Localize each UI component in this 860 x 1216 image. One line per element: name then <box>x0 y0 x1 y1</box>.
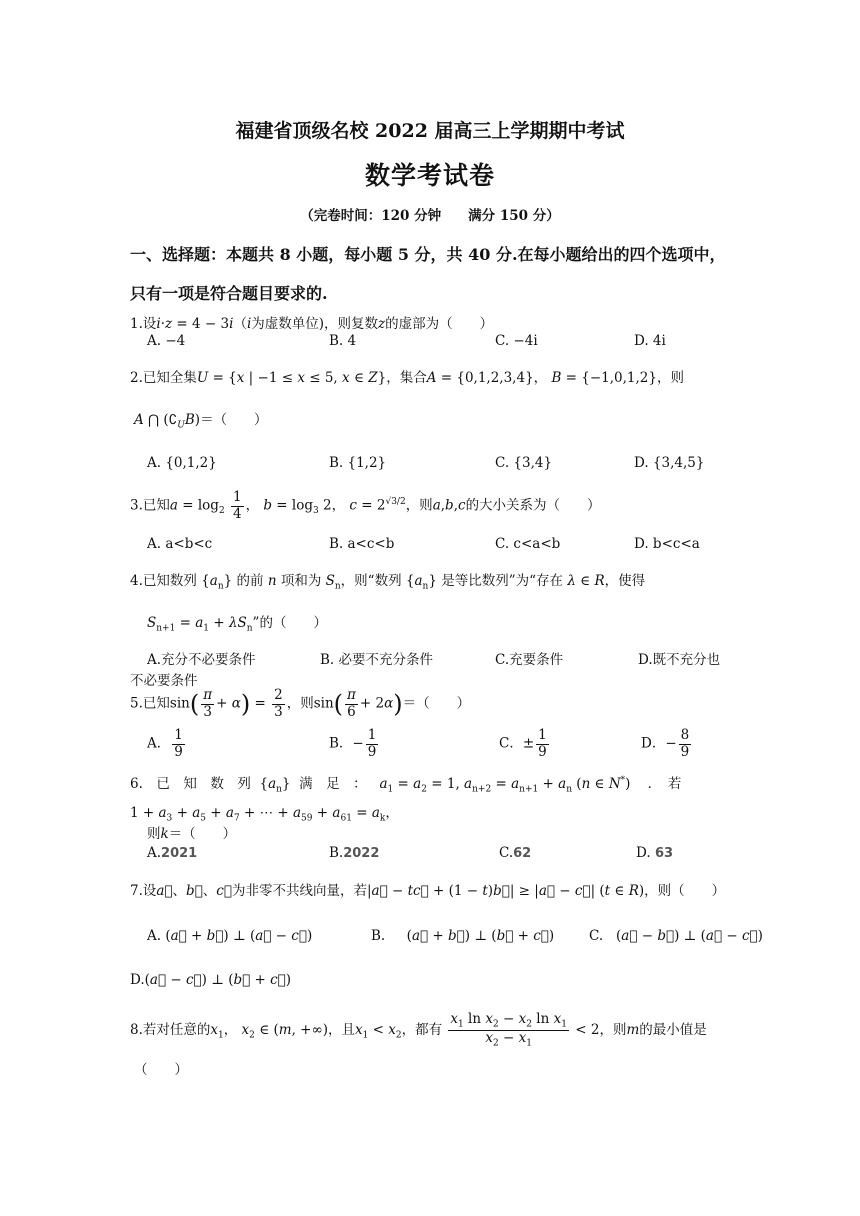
q1-option-b: B. 4 <box>329 333 357 349</box>
q7-option-a: A. (a⃗ + b⃗) ⊥ (a⃗ − c⃗) <box>147 928 313 944</box>
q6-option-b: B.2022 <box>329 845 380 861</box>
q6-option-d: D. 63 <box>636 845 674 861</box>
q4-option-d-wrap: 不必要条件 <box>130 673 198 689</box>
question-8-tail: （ ） <box>134 1062 188 1078</box>
q4-option-d: D.既不充分也 <box>638 652 721 668</box>
q5-option-d: D．− $\frac{8}{9}$ <box>641 727 690 760</box>
q2-option-b: B. {1,2} <box>329 455 387 471</box>
section-heading-cont: 只有一项是符合题目要求的. <box>130 284 328 303</box>
question-4-cont: $S_{n+1} = a_1 + \lambda S_n$”的（ ） <box>147 615 327 634</box>
q3-option-d: D. b<c<a <box>634 536 700 552</box>
school-title: 福建省顶级名校 2022 届高三上学期期中考试 <box>235 120 625 142</box>
question-2-cont: A ⋂ $(∁_UB)=$（ ） <box>134 412 268 431</box>
q7-option-d: D.(a⃗ − c⃗) ⊥ (b⃗ + c⃗) <box>130 972 292 988</box>
section-heading: 一、选择题：本题共 8 小题，每小题 5 分，共 40 分.在每小题给出的四个选项中， <box>130 245 726 264</box>
q1-option-c: C. −4i <box>495 333 538 349</box>
q3-option-b: B. a<c<b <box>329 536 395 552</box>
question-2: 2.已知全集U = {x | −1 ≤ x ≤ 5, x ∈ Z}，集合A = {0,1,2,3,4}， B = {−1,0,1,2}，则 <box>130 370 684 386</box>
question-6-ask: 则k＝（ ） <box>147 826 237 842</box>
q1-option-a: A. −4 <box>147 333 186 349</box>
q4-option-b: B. 必要不充分条件 <box>320 652 434 668</box>
q3-option-c: C. c<a<b <box>495 536 561 552</box>
q2-option-c: C. {3,4} <box>495 455 553 471</box>
q5-option-a: A． $\frac{1}{9}$ <box>147 727 183 760</box>
q5-option-c: C．± $\frac{1}{9}$ <box>499 727 547 760</box>
question-4: 4.已知数列 $\{a_n\}$ 的前 n 项和为 $S_n$，则“数列 $\{a_n\}$ 是等比数列”为“存在 λ ∈ R，使得 <box>130 573 646 592</box>
q7-option-c: C. (a⃗ − b⃗) ⊥ (a⃗ − c⃗) <box>589 928 763 944</box>
q5-option-b: B．− $\frac{1}{9}$ <box>329 727 377 760</box>
q6-option-a: A.2021 <box>147 845 198 861</box>
question-7: 7.设a⃗、b⃗、c⃗为非零不共线向量，若|a⃗ − tc⃗ + (1 − t)b⃗| ≥ |a⃗ − c⃗| (t ∈ R)，则（ ） <box>130 883 726 899</box>
question-5: 5.已知sin( $\frac{\pi}{3}$ + α) = $\frac{2}{3}$ ，则sin( $\frac{\pi}{6}$ + 2α)＝（ ） <box>130 687 471 720</box>
question-6-cont: $1 + a_3 + a_5 + a_7$ + ⋯ + $a_{59} + a_{61} = a_k$， <box>130 805 399 824</box>
question-3: 3.已知$a = \log_2$ $\frac{1}{4}$ ， $b = \log_3 2$， $c = 2^{√3/2}$，则a,b,c的大小关系为（ ） <box>130 489 601 522</box>
q6-option-c: C.62 <box>499 845 532 861</box>
question-1: 1.设i·z = 4 − 3i（i为虚数单位)，则复数z的虚部为（ ） <box>130 316 494 332</box>
q2-option-a: A. {0,1,2} <box>147 455 217 471</box>
q4-option-c: C.充要条件 <box>495 652 564 668</box>
paper-title: 数学考试卷 <box>364 161 495 190</box>
q3-option-a: A. a<b<c <box>147 536 213 552</box>
q7-option-b: B. (a⃗ + b⃗) ⊥ (b⃗ + c⃗) <box>371 928 555 944</box>
question-6: 6. 已 知 数 列 $\{a_n\}$ 满 足 ： $a_1 = a_2 = 1$, $a_{n+2} = a_{n+1} + a_n$ (n ∈ N*) ． 若 <box>130 775 682 795</box>
q2-option-d: D. {3,4,5} <box>634 455 705 471</box>
exam-info: （完卷时间：120 分钟 满分 150 分） <box>300 208 560 224</box>
q4-option-a: A.充分不必要条件 <box>147 652 256 668</box>
question-8: 8.若对任意的$x_1$， $x_2$ ∈ (m, +∞)，且$x_1 < x_2$，都有 $\frac{x_1 \ln x_2 - x_2 \ln x_1}{x_2 - x_1}$ < 2，则m的最小值是 <box>130 1011 707 1049</box>
q1-option-d: D. 4i <box>634 333 666 349</box>
